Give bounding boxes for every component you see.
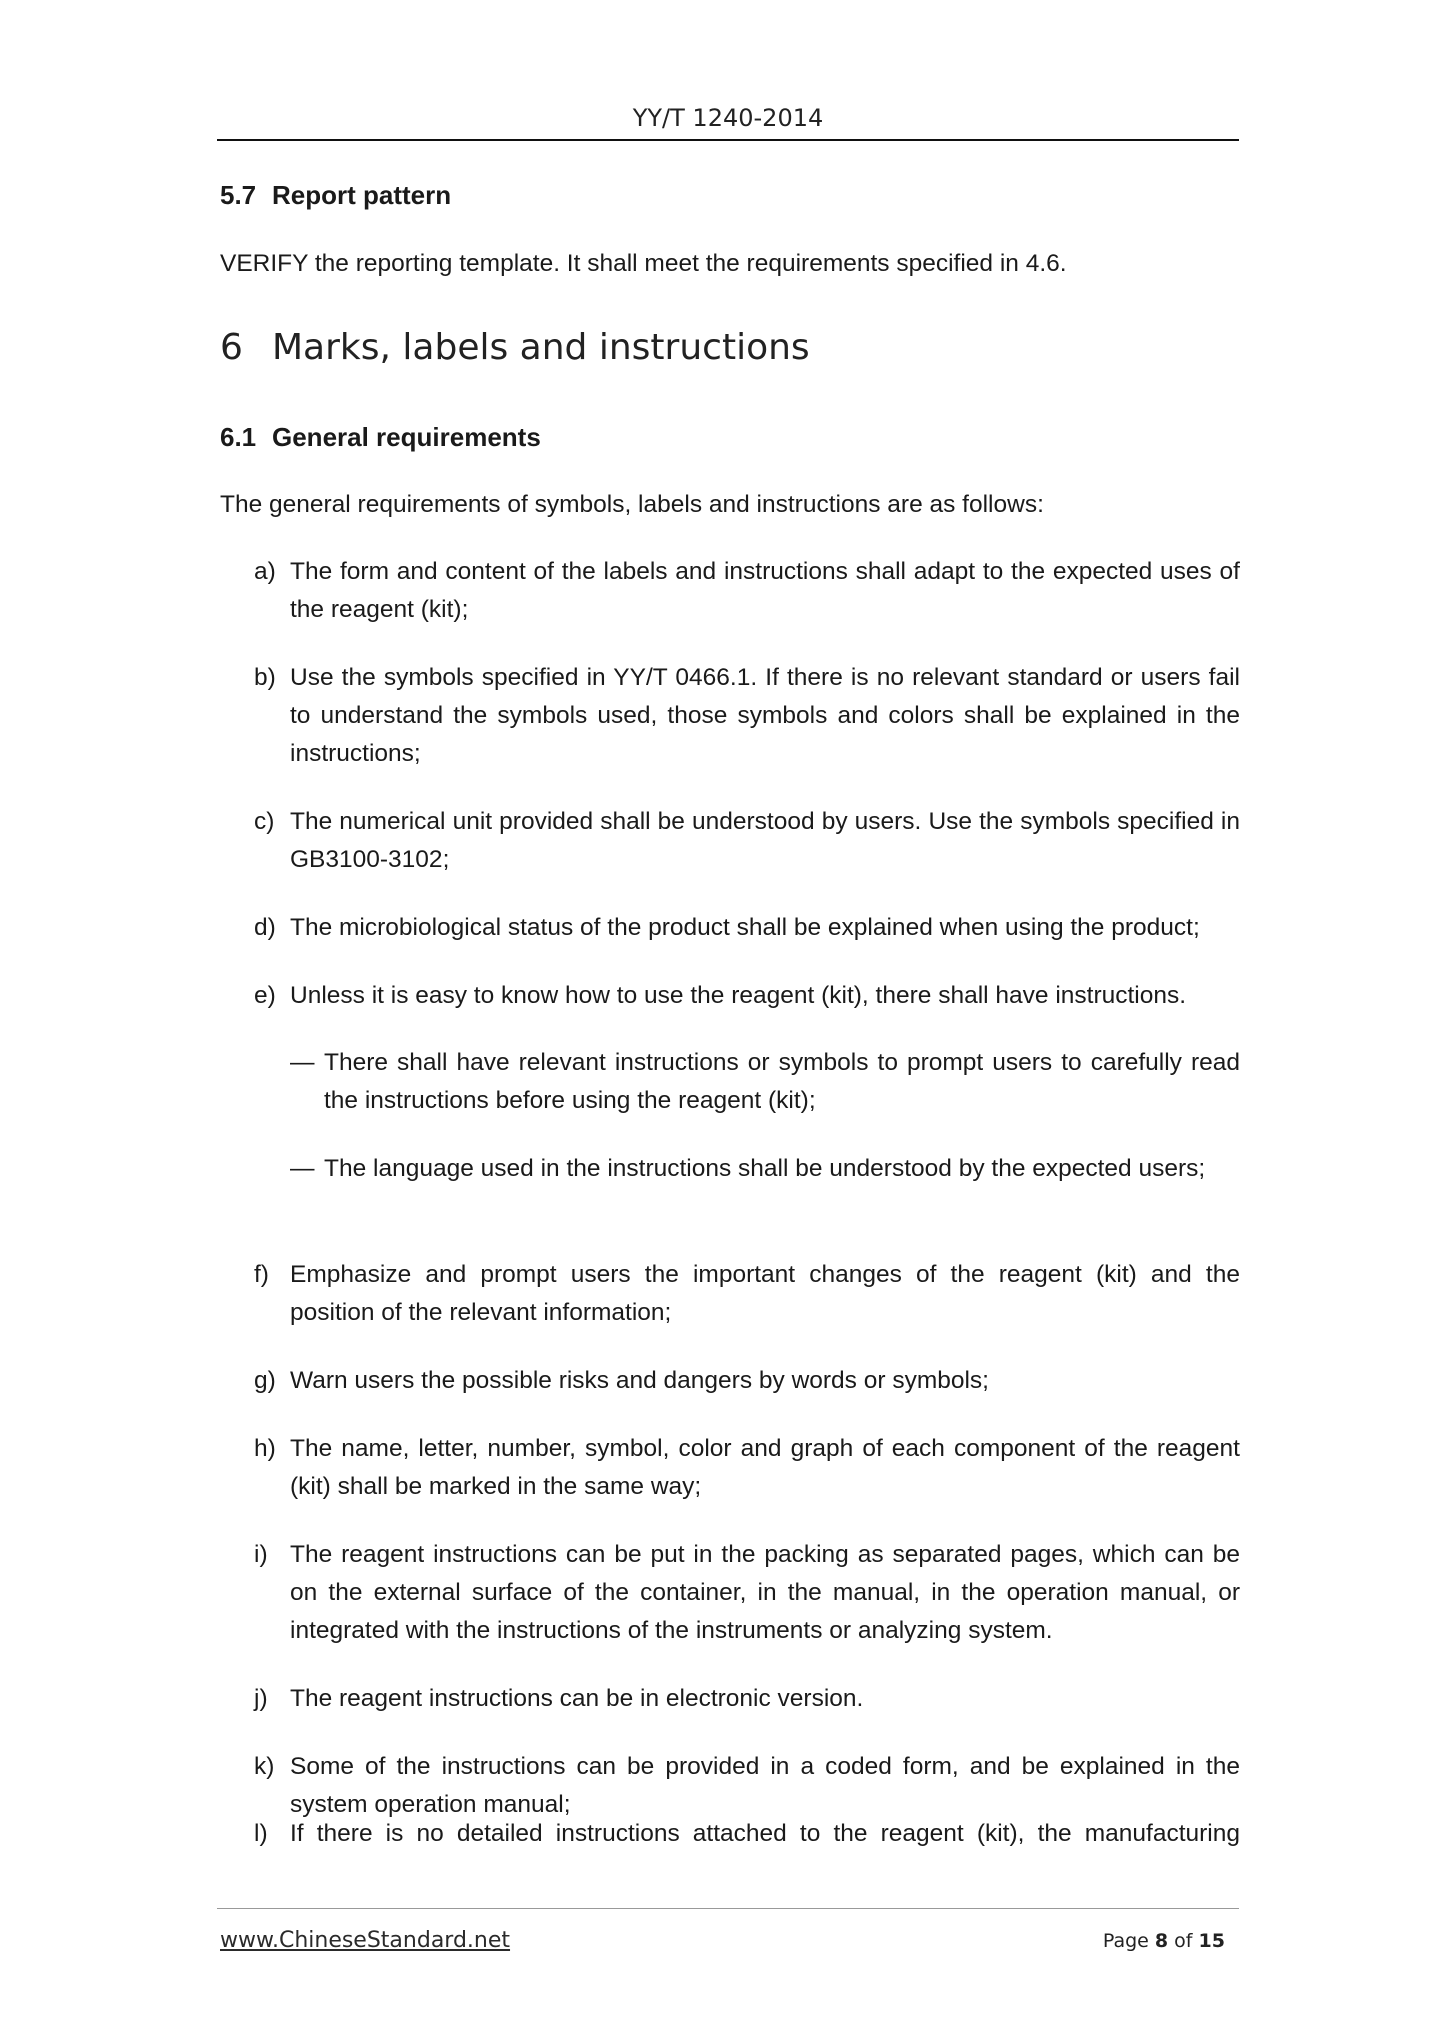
list-marker: l) [254,1820,268,1847]
list-marker: f) [254,1261,269,1288]
list-item-text: The numerical unit provided shall be understood by users. Use the symbols specified in GB3100-3102; [290,808,1240,873]
list-marker: c) [254,808,275,835]
list-item-text: Use the symbols specified in YY/T 0466.1. If there is no relevant standard or users fail to understand the symbols used, those symbols and colors shall be explained in the instructions; [290,664,1240,767]
list-item [254,803,1240,879]
list-marker: i) [254,1541,268,1568]
dash-marker: — [290,1155,315,1182]
section-6-heading [220,327,810,368]
list-marker: k) [254,1753,275,1780]
list-item [254,1536,1240,1650]
list-item [254,553,1240,629]
list-item-text: The reagent instructions can be put in the packing as separated pages, which can be on the external surface of the container, in the manual, in the operation manual, or integrated with the instructions of the instruments or analyzing system. [290,1541,1240,1644]
list-marker: a) [254,558,276,585]
page-current: 8 [1154,1930,1169,1952]
section-number: 6 [220,327,243,368]
sub-list-item [290,1150,1240,1188]
page-of: of [1174,1930,1193,1952]
list-marker: g) [254,1367,276,1394]
list-marker: e) [254,982,276,1009]
list-item [254,1362,1240,1400]
sub-list-item-text: The language used in the instructions shall be understood by the expected users; [324,1155,1206,1182]
list-item [254,1256,1240,1332]
list-marker: b) [254,664,276,691]
list-item [254,1430,1240,1506]
list-item [254,909,1240,947]
list-marker: h) [254,1435,276,1462]
list-item [254,977,1240,1015]
list-item [254,1680,1240,1718]
list-item-text: The reagent instructions can be in electronic version. [290,1685,864,1712]
list-item-text: The form and content of the labels and instructions shall adapt to the expected uses of the reagent (kit); [290,558,1240,623]
page-total: 15 [1198,1930,1225,1952]
section-5-7-body: VERIFY the reporting template. It shall meet the requirements specified in 4.6. [220,250,1067,277]
list-marker: j) [254,1685,268,1712]
page-prefix: Page [1102,1930,1149,1952]
footer-rule [217,1908,1239,1909]
section-title: Report pattern [272,180,452,210]
list-item [254,1815,1240,1853]
list-item-text: The microbiological status of the product shall be explained when using the product; [290,914,1200,941]
list-item [254,659,1240,773]
list-item [254,1748,1240,1824]
section-title: General requirements [272,422,541,452]
list-item-text: Warn users the possible risks and dangers by words or symbols; [290,1367,989,1394]
dash-marker: — [290,1049,315,1076]
section-number: 6.1 [220,422,257,452]
section-5-7-heading [220,180,451,211]
list-item-text: If there is no detailed instructions attached to the reagent (kit), the manufacturing [290,1820,1240,1847]
sub-list-item-text: There shall have relevant instructions or symbols to prompt users to carefully read the instructions before using the reagent (kit); [324,1049,1240,1114]
section-number: 5.7 [220,180,257,210]
sub-list-item [290,1044,1240,1120]
list-item-text: Unless it is easy to know how to use the reagent (kit), there shall have instructions. [290,982,1187,1009]
list-item-text: The name, letter, number, symbol, color and graph of each component of the reagent (kit) shall be marked in the same way; [290,1435,1240,1500]
list-marker: d) [254,914,276,941]
footer-website-link[interactable]: www.ChineseStandard.net [220,1928,511,1953]
section-6-1-heading [220,422,541,453]
section-6-1-intro: The general requirements of symbols, labels and instructions are as follows: [220,491,1044,518]
list-item-text: Emphasize and prompt users the important changes of the reagent (kit) and the position of the relevant information; [290,1261,1240,1326]
header-doc-id: YY/T 1240-2014 [632,104,824,132]
section-title: Marks, labels and instructions [272,327,810,368]
list-item-text: Some of the instructions can be provided in a coded form, and be explained in the system operation manual; [290,1753,1240,1818]
page-indicator [1103,1930,1225,1952]
header-rule [217,139,1239,141]
